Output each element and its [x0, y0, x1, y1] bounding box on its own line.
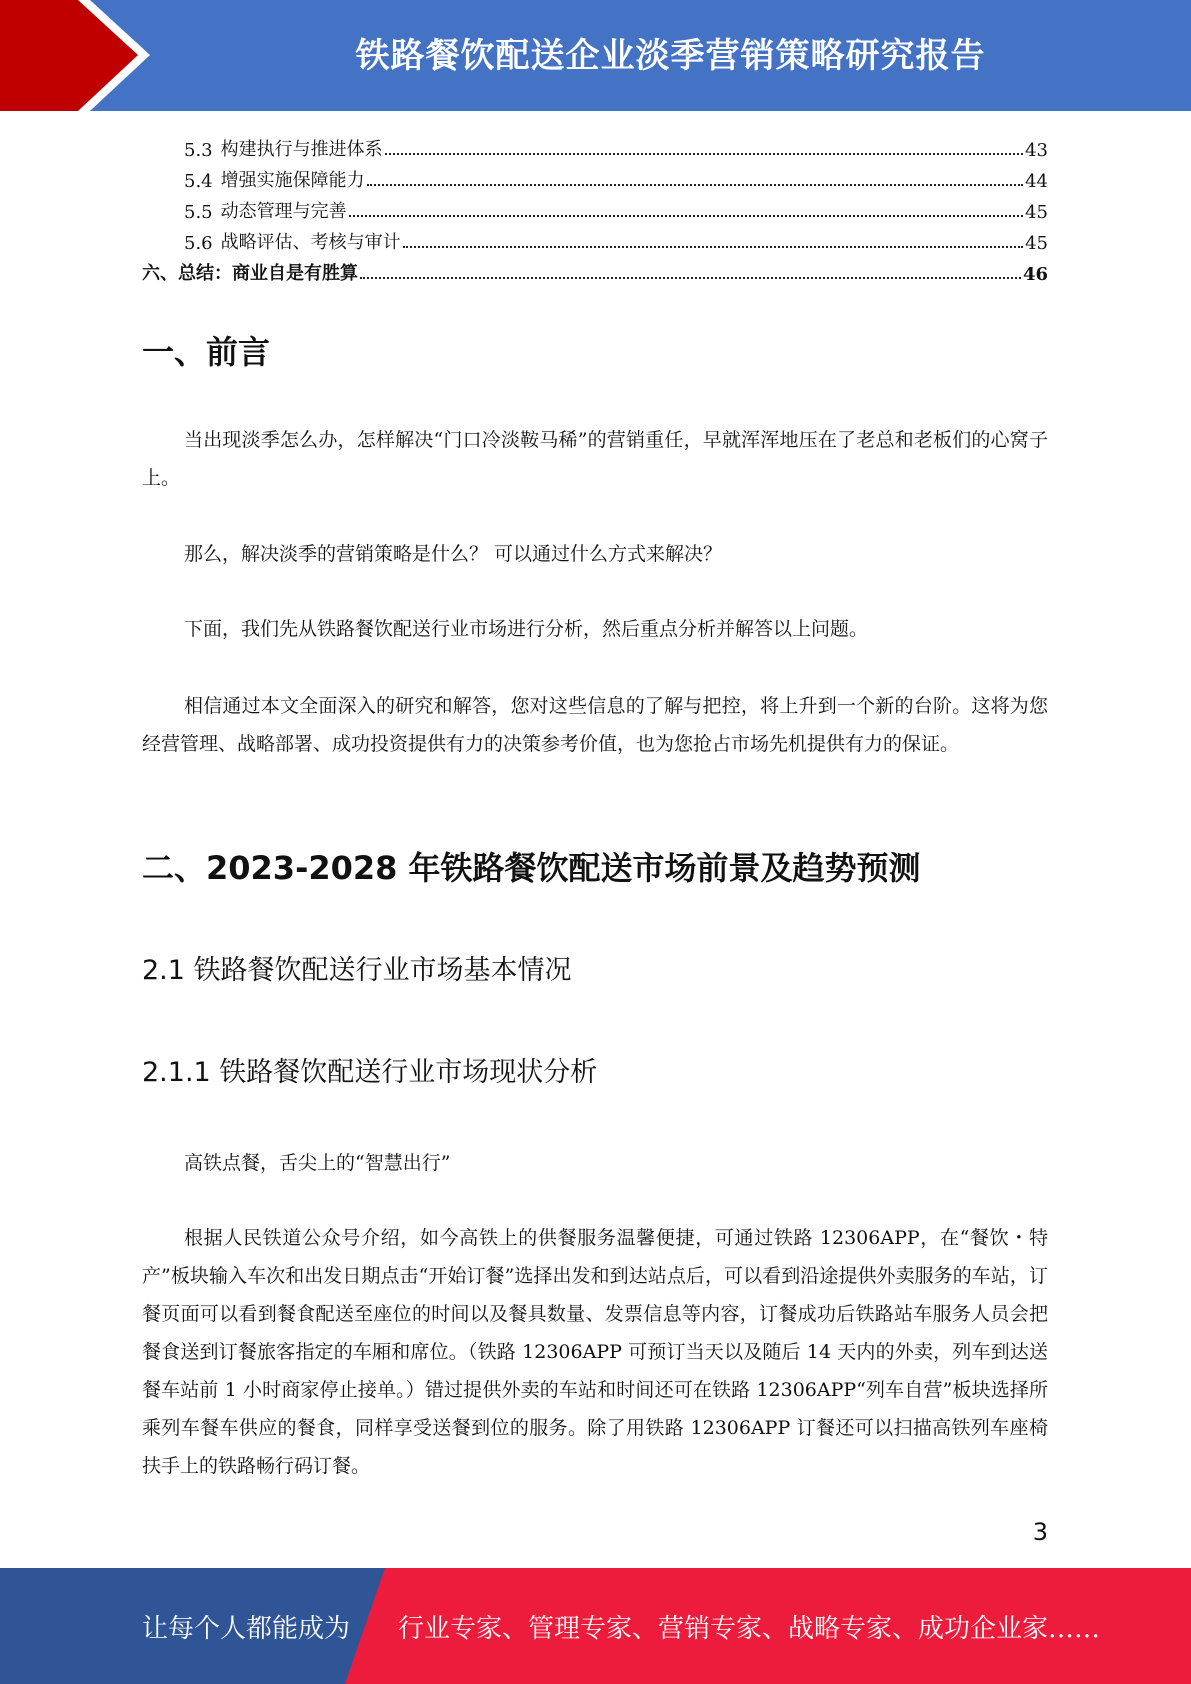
table-of-contents — [142, 130, 1048, 285]
foreword-paragraph: 相信通过本文全面深入的研究和解答，您对这些信息的了解与把控，将上升到一个新的台阶。这将为您经营管理、战略部署、成功投资提供有力的决策参考价值，也为您抢占市场先机提供有力的保证。 — [142, 695, 1048, 755]
toc-leader-dots — [360, 277, 1021, 279]
body-paragraph: 根据人民铁道公众号介绍，如今高铁上的供餐服务温馨便捷，可通过铁路 12306APP，在“餐饮・特产”板块输入车次和出发日期点击“开始订餐”选择出发和到达站点后，可以看到沿途提供外卖服务的车站，订餐页面可以看到餐食配送至座位的时间以及餐具数量、发票信息等内容，订餐成功后铁路站车服务人员会把餐食送到订餐旅客指定的车厢和席位。（铁路 12306APP 可预订当天以及随后 14 天内的外卖，列车到达送餐车站前 1 小时商家停止接单。）错过提供外卖的车站和时间还可在铁路 12306APP“列车自营”板块选择所乘列车餐车供应的餐食，同样享受送餐到位的服务。除了用铁路 12306APP 订餐还可以扫描高铁列车座椅扶手上的铁路畅行码订餐。 — [142, 1227, 1048, 1477]
toc-entry-label: 增强实施保障能力 — [220, 170, 365, 191]
toc-entry-label: 动态管理与完善 — [220, 201, 347, 222]
section-heading: 2.1 铁路餐饮配送行业市场基本情况 — [142, 955, 572, 986]
toc-entry[interactable] — [142, 254, 1048, 285]
toc-entry-label: 六、总结：商业自是有胜算 — [142, 263, 358, 284]
toc-entry[interactable] — [142, 223, 1048, 254]
toc-entry-number: 5.4 — [184, 171, 213, 192]
foreword-paragraph: 下面，我们先从铁路餐饮配送行业市场进行分析，然后重点分析并解答以上问题。 — [184, 618, 869, 640]
toc-entry-number: 5.3 — [184, 140, 213, 161]
toc-leader-dots — [349, 215, 1023, 217]
foreword-paragraph: 那么，解决淡季的营销策略是什么？ 可以通过什么方式来解决？ — [184, 543, 723, 565]
foreword-heading: 一、前言 — [142, 333, 271, 371]
toc-entry[interactable] — [142, 130, 1048, 161]
toc-entry[interactable] — [142, 161, 1048, 192]
toc-leader-dots — [367, 184, 1023, 186]
footer-slogan-left: 让每个人都能成为 — [142, 1613, 351, 1644]
toc-entry-page: 46 — [1022, 264, 1048, 285]
footer-slogan-right: 行业专家、管理专家、营销专家、战略专家、成功企业家…… — [398, 1613, 1101, 1644]
toc-entry-number: 5.6 — [184, 233, 213, 254]
subsection-heading: 2.1.1 铁路餐饮配送行业市场现状分析 — [142, 1057, 598, 1088]
body-paragraph: 高铁点餐，舌尖上的“智慧出行” — [184, 1152, 451, 1174]
toc-entry-label: 构建执行与推进体系 — [220, 139, 383, 160]
toc-entry-page: 43 — [1025, 140, 1048, 161]
toc-leader-dots — [385, 153, 1023, 155]
page-number: 3 — [1032, 1518, 1048, 1546]
toc-entry-number: 5.5 — [184, 202, 213, 223]
foreword-paragraph: 当出现淡季怎么办，怎样解决“门口冷淡鞍马稀”的营销重任，早就浑浑地压在了老总和老板们的心窝子上。 — [142, 429, 1048, 489]
page-footer — [0, 1568, 1191, 1684]
toc-entry-label: 战略评估、考核与审计 — [220, 232, 401, 253]
toc-entry-page: 45 — [1025, 233, 1048, 254]
chapter-heading: 二、2023-2028 年铁路餐饮配送市场前景及趋势预测 — [142, 849, 921, 887]
toc-leader-dots — [403, 246, 1023, 248]
report-title: 铁路餐饮配送企业淡季营销策略研究报告 — [355, 35, 986, 76]
toc-entry[interactable] — [142, 192, 1048, 223]
toc-entry-page: 45 — [1025, 202, 1048, 223]
toc-entry-page: 44 — [1025, 171, 1048, 192]
page-header — [0, 0, 1191, 111]
